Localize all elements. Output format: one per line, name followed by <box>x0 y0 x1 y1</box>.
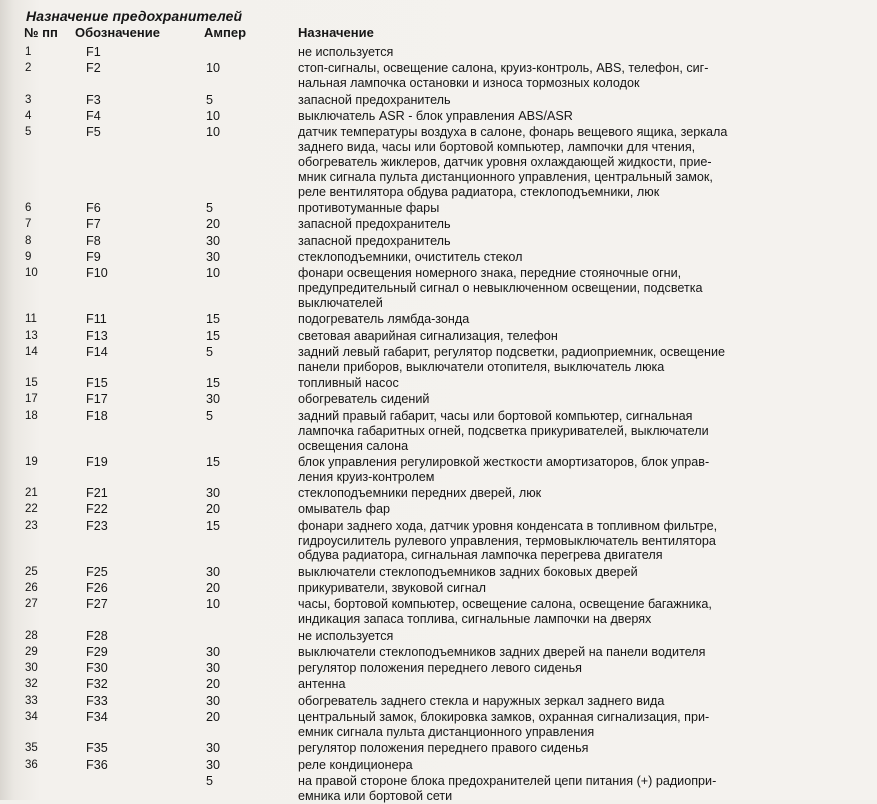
row-designation: F29 <box>86 644 108 659</box>
row-number: 29 <box>25 645 38 658</box>
row-designation: F33 <box>86 693 108 708</box>
row-number: 35 <box>25 742 38 755</box>
row-ampere: 15 <box>206 454 221 469</box>
purpose-line: нальная лампочка остановки и износа тормозных колодок <box>298 76 640 91</box>
row-number: 5 <box>25 126 32 139</box>
row-ampere: 20 <box>206 217 221 232</box>
row-designation: F15 <box>86 376 108 391</box>
row-ampere: 20 <box>206 581 221 595</box>
purpose-line: блок управления регулировкой жесткости амортизаторов, блок управ- <box>298 454 710 469</box>
row-ampere: 5 <box>206 201 214 215</box>
row-ampere: 10 <box>206 125 221 140</box>
row-purpose <box>298 234 451 249</box>
row-designation: F25 <box>86 564 108 579</box>
row-number: 4 <box>25 109 32 122</box>
row-purpose <box>298 45 393 60</box>
row-ampere: 10 <box>206 266 221 281</box>
row-ampere: 30 <box>206 564 221 579</box>
header-ampere: Ампер <box>204 25 247 40</box>
row-purpose <box>298 519 717 564</box>
row-number: 13 <box>25 329 38 342</box>
row-number: 6 <box>25 202 32 214</box>
row-designation: F9 <box>86 249 101 264</box>
row-purpose <box>298 774 716 804</box>
row-designation: F19 <box>86 454 108 469</box>
purpose-line: регулятор положения переднего левого сиденья <box>298 661 582 676</box>
row-designation: F8 <box>86 233 101 248</box>
row-designation: F35 <box>86 741 108 756</box>
row-number: 26 <box>25 582 38 594</box>
purpose-line: ления круиз-контролем <box>298 469 435 484</box>
row-purpose <box>298 93 451 108</box>
row-number: 8 <box>25 234 32 247</box>
row-purpose <box>298 710 709 740</box>
row-ampere: 5 <box>206 408 214 423</box>
row-designation: F21 <box>86 486 108 500</box>
row-ampere: 30 <box>206 249 221 264</box>
row-designation: F14 <box>86 344 108 359</box>
row-number: 36 <box>25 758 38 771</box>
row-purpose <box>298 312 469 327</box>
row-ampere: 30 <box>206 661 221 676</box>
row-ampere: 20 <box>206 710 221 724</box>
purpose-line: панели приборов, выключатели отопителя, выключатель люка <box>298 359 665 374</box>
row-designation: F23 <box>86 518 108 533</box>
row-ampere: 30 <box>206 233 221 248</box>
purpose-line: запасной предохранитель <box>298 233 451 248</box>
row-number: 15 <box>25 377 38 390</box>
row-number: 23 <box>25 519 38 532</box>
purpose-line: емник сигнала пульта дистанционного управления <box>298 724 595 739</box>
purpose-line: индикация запаса топлива, сигнальные лампочки на дверях <box>298 612 652 627</box>
row-purpose <box>298 455 709 485</box>
purpose-line: реле кондиционера <box>298 757 413 772</box>
row-purpose <box>298 125 727 200</box>
row-designation: F7 <box>86 217 101 232</box>
row-purpose <box>298 502 390 517</box>
row-designation: F6 <box>86 201 101 215</box>
row-designation: F28 <box>86 628 108 643</box>
header-number: № пп <box>24 25 58 40</box>
row-number: 21 <box>25 487 38 499</box>
row-number: 30 <box>25 662 38 675</box>
row-designation: F3 <box>86 92 101 107</box>
row-number: 18 <box>25 409 38 422</box>
row-designation: F18 <box>86 408 108 423</box>
row-designation: F32 <box>86 677 108 692</box>
row-ampere: 15 <box>206 328 221 343</box>
row-number: 33 <box>25 694 38 707</box>
row-number: 34 <box>25 711 38 723</box>
row-designation: F26 <box>86 581 108 595</box>
purpose-line: на правой стороне блока предохранителей цепи питания (+) радиопри- <box>298 773 717 788</box>
purpose-line: задний правый габарит, часы или бортовой компьютер, сигнальная <box>298 408 693 423</box>
purpose-line: выключатель ASR - блок управления ABS/ASR <box>298 108 573 123</box>
row-purpose <box>298 109 573 124</box>
row-ampere: 20 <box>206 502 221 517</box>
row-number: 9 <box>25 250 32 263</box>
row-purpose <box>298 565 638 580</box>
page-title: Назначение предохранителей <box>26 8 243 24</box>
purpose-line: не используется <box>298 628 394 643</box>
row-ampere: 30 <box>206 392 221 407</box>
purpose-line: обогреватель сидений <box>298 392 430 407</box>
purpose-line: омыватель фар <box>298 502 390 517</box>
purpose-line: емника или бортовой сети <box>298 788 453 803</box>
purpose-line: датчик температуры воздуха в салоне, фонарь вещевого ящика, зеркала <box>298 125 728 140</box>
purpose-line: запасной предохранитель <box>298 92 451 107</box>
purpose-line: центральный замок, блокировка замков, охранная сигнализация, при- <box>298 710 710 724</box>
header-purpose: Назначение <box>298 25 374 40</box>
row-number: 2 <box>25 62 32 75</box>
row-designation: F34 <box>86 710 108 724</box>
row-purpose <box>298 217 451 232</box>
row-ampere: 30 <box>206 486 221 500</box>
row-ampere: 30 <box>206 693 221 708</box>
row-designation: F30 <box>86 661 108 676</box>
row-designation: F27 <box>86 597 108 612</box>
row-number: 1 <box>25 46 32 58</box>
row-designation: F4 <box>86 108 101 123</box>
row-purpose <box>298 758 413 773</box>
row-ampere: 20 <box>206 677 221 692</box>
row-purpose <box>298 61 708 91</box>
row-number: 10 <box>25 267 38 280</box>
purpose-line: выключатели стеклоподъемников задних боковых дверей <box>298 564 638 579</box>
row-purpose <box>298 376 399 391</box>
row-number: 27 <box>25 598 38 611</box>
row-ampere: 15 <box>206 312 221 327</box>
header-designation: Обозначение <box>75 25 160 40</box>
purpose-line: антенна <box>298 677 346 692</box>
row-ampere: 15 <box>206 518 221 533</box>
row-designation: F5 <box>86 125 101 140</box>
purpose-line: противотуманные фары <box>298 201 440 215</box>
purpose-line: гидроусилитель рулевого управления, термовыключатель вентилятора <box>298 533 716 548</box>
row-purpose <box>298 629 393 644</box>
row-number: 22 <box>25 503 38 516</box>
row-ampere: 30 <box>206 757 221 772</box>
purpose-line: мник сигнала пульта дистанционного управления, центральный замок, <box>298 169 713 184</box>
row-number: 14 <box>25 345 38 358</box>
row-ampere: 30 <box>206 644 221 659</box>
row-purpose <box>298 409 709 454</box>
purpose-line: регулятор положения переднего правого сиденья <box>298 741 589 756</box>
purpose-line: топливный насос <box>298 376 399 391</box>
row-designation: F1 <box>86 45 101 59</box>
row-ampere: 5 <box>206 92 214 107</box>
row-purpose <box>298 486 541 501</box>
purpose-line: не используется <box>298 45 394 59</box>
purpose-line: задний левый габарит, регулятор подсветки, радиоприемник, освещение <box>298 344 725 359</box>
row-designation: F13 <box>86 328 108 343</box>
row-number: 7 <box>25 218 32 231</box>
purpose-line: запасной предохранитель <box>298 217 451 232</box>
row-number: 11 <box>25 313 37 326</box>
row-purpose <box>298 677 346 692</box>
row-ampere: 10 <box>206 108 221 123</box>
purpose-line: стеклоподъемники передних дверей, люк <box>298 486 542 500</box>
row-ampere: 5 <box>206 773 214 788</box>
purpose-line: обогреватель жиклеров, датчик уровня охлаждающей жидкости, прие- <box>298 154 712 169</box>
purpose-line: фонари заднего хода, датчик уровня конденсата в топливном фильтре, <box>298 518 718 533</box>
row-designation: F22 <box>86 502 108 517</box>
purpose-line: выключателей <box>298 296 383 310</box>
purpose-line: подогреватель лямбда-зонда <box>298 312 470 327</box>
row-purpose <box>298 201 439 216</box>
row-purpose <box>298 250 522 265</box>
row-number: 28 <box>25 629 38 642</box>
purpose-line: освещения салона <box>298 438 409 453</box>
row-purpose <box>298 392 429 407</box>
purpose-line: прикуриватели, звуковой сигнал <box>298 581 487 595</box>
purpose-line: выключатели стеклоподъемников задних дверей на панели водителя <box>298 644 706 659</box>
purpose-line: заднего вида, часы или бортовой компьютер, лампочки для чтения, <box>298 140 696 154</box>
row-designation: F2 <box>86 61 101 76</box>
row-purpose <box>298 694 664 709</box>
purpose-line: стеклоподъемники, очиститель стекол <box>298 249 523 264</box>
row-purpose <box>298 266 703 311</box>
row-purpose <box>298 581 486 596</box>
row-designation: F17 <box>86 392 108 407</box>
purpose-line: часы, бортовой компьютер, освещение салона, освещение багажника, <box>298 597 712 612</box>
row-designation: F10 <box>86 266 108 281</box>
row-ampere: 5 <box>206 344 214 359</box>
row-ampere: 15 <box>206 376 221 391</box>
purpose-line: световая аварийная сигнализация, телефон <box>298 328 558 343</box>
purpose-line: фонари освещения номерного знака, передние стояночные огни, <box>298 266 682 281</box>
row-ampere: 10 <box>206 61 221 76</box>
row-purpose <box>298 329 558 344</box>
row-number: 32 <box>25 678 38 691</box>
row-designation: F11 <box>86 312 107 327</box>
purpose-line: обдува радиатора, сигнальная лампочка перегрева двигателя <box>298 548 663 563</box>
row-purpose <box>298 597 712 627</box>
purpose-line: предупредительный сигнал о невыключенном освещении, подсветка <box>298 281 703 296</box>
row-number: 17 <box>25 393 38 406</box>
row-purpose <box>298 645 705 660</box>
row-designation: F36 <box>86 757 108 772</box>
row-purpose <box>298 345 725 375</box>
purpose-line: обогреватель заднего стекла и наружных зеркал заднего вида <box>298 693 665 708</box>
row-number: 25 <box>25 565 38 578</box>
purpose-line: реле вентилятора обдува радиатора, стеклоподъемники, люк <box>298 184 660 199</box>
row-purpose <box>298 661 582 676</box>
row-number: 3 <box>25 93 32 106</box>
row-ampere: 30 <box>206 741 221 756</box>
purpose-line: стоп-сигналы, освещение салона, круиз-контроль, ABS, телефон, сиг- <box>298 61 709 76</box>
row-purpose <box>298 741 588 756</box>
row-number: 19 <box>25 455 38 468</box>
purpose-line: лампочка габаритных огней, подсветка прикуривателей, выключатели <box>298 423 709 438</box>
row-ampere: 10 <box>206 597 221 612</box>
